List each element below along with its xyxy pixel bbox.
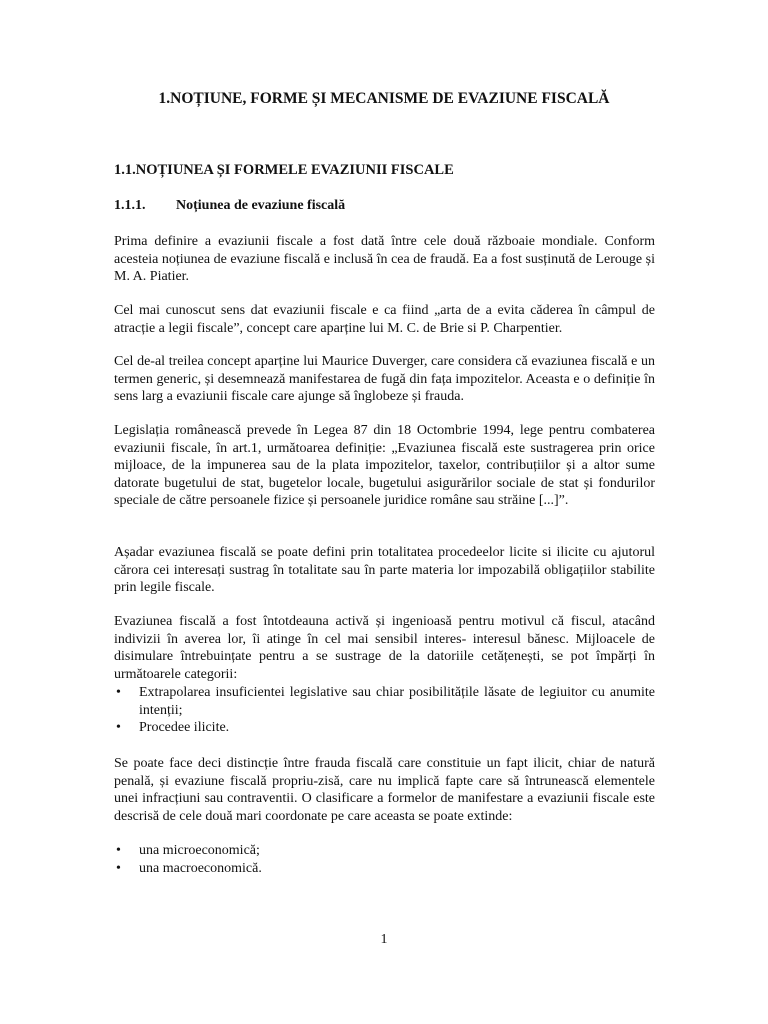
list-item [114, 860, 655, 878]
list-item-text: Extrapolarea insuficientei legislative sau chiar posibilitățile lăsate de legiuitor cu anumite intenții; [139, 685, 655, 718]
page-number: 1 [380, 932, 388, 947]
list-item-text: una microeconomică; [139, 843, 260, 858]
bullet-icon: • [116, 685, 121, 700]
paragraph: Așadar evaziunea fiscală se poate defini prin totalitatea procedeelor licite si ilicite cu ajutorul cărora cei interesați sustrag în totalitate sau în parte materia lor impozabilă obligațiilor stabilite prin legile fiscale. [114, 545, 655, 595]
bullet-icon: • [116, 860, 121, 876]
bullet-icon: • [116, 720, 121, 735]
categories-list [114, 684, 655, 737]
paragraph: Cel de-al treilea concept aparține lui Maurice Duverger, care considera că evaziunea fiscală e un termen generic, și desemnează manifestarea de fugă din fața impozitelor. Aceasta e o definiție în sens larg a evaziunii fiscale care ajunge să înglobeze și frauda. [114, 354, 655, 404]
paragraph: Prima definire a evaziunii fiscale a fost dată între cele două războaie mondiale. Conform acesteia noțiunea de evaziune fiscală e inclusă în cea de fraudă. Ea a fost susținută de Lerouge și M. A. Piatier. [114, 234, 655, 284]
list-item [114, 684, 655, 719]
list-item-text: una macroeconomică. [139, 860, 262, 876]
list-item-text: Procedee ilicite. [139, 720, 230, 735]
paragraph: Evaziunea fiscală a fost întotdeauna activă și ingenioasă pentru motivul că fiscul, atacând indivizii în averea lor, îi atinge în cel mai sensibil interes- interesul bănesc. Mijloacele de disimulare întrebuințate pentru a se sustrage de la datoriile cetățenești, se pot împărți în următoarele categorii: [114, 614, 655, 682]
document-title: 1.NOȚIUNE, FORME ȘI MECANISME DE EVAZIUNE FISCALĂ [158, 90, 610, 107]
list-item [114, 842, 655, 860]
subsection-title: Noțiunea de evaziune fiscală [176, 198, 346, 213]
subsection-heading [114, 198, 345, 214]
paragraph: Cel mai cunoscut sens dat evaziunii fiscale e ca fiind „arta de a evita căderea în câmpul de atracție a legii fiscale”, concept care aparține lui M. C. de Brie si P. Charpentier. [114, 303, 655, 336]
paragraph: Se poate face deci distincție între frauda fiscală care constituie un fapt ilicit, chiar de natură penală, și evaziune fiscală propriu-zisă, care nu implică fapte care să întrunească elementele unei infracțiuni sau contraventii. O clasificare a formelor de manifestare a evaziunii fiscale este descrisă de cele două mari coordonate pe care aceasta se poate extinde: [114, 756, 655, 824]
section-heading: 1.1.NOȚIUNEA ȘI FORMELE EVAZIUNII FISCALE [114, 162, 454, 178]
list-item [114, 719, 655, 737]
paragraph: Legislația românească prevede în Legea 87 din 18 Octombrie 1994, lege pentru combaterea evaziunii fiscale, în art.1, următoarea definiție: „Evaziunea fiscală este sustragerea prin orice mijloace, de la impunerea sau de la plata impozitelor, taxelor, contribuțiilor și a altor sume datorate bugetului de stat, bugetelor locale, bugetului asigurărilor sociale de stat și fondurilor speciale de către persoanele fizice și persoanele juridice române sau străine [...]”. [114, 423, 655, 508]
bullet-icon: • [116, 843, 121, 858]
subsection-number: 1.1.1. [114, 198, 146, 213]
coordinates-list [114, 842, 655, 877]
